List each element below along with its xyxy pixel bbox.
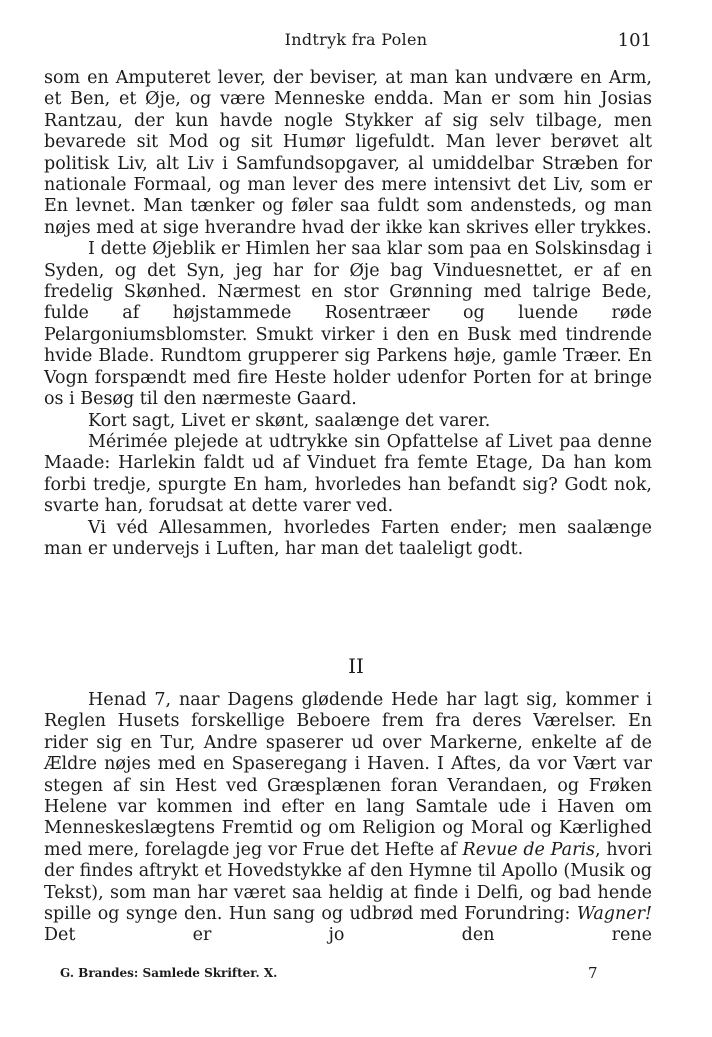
paragraph-evening bbox=[44, 690, 652, 947]
paragraph-merimee: Mérimée plejede at udtrykke sin Opfattelse af Livet paa denne Maade: Harlekin faldt ud af Vinduet fra femte Etage, Da han kom forbi tredje, spurgte En ham, hvorledes han befandt sig? Godt nok, svarte han, forudsat at dette varer ved. bbox=[44, 431, 652, 517]
paragraph-evening-middle: , hvori der findes aftrykt et Hovedstykke af den Hymne til Apollo (Musik og Tekst), som man har været saa heldig at finde i Delfi, og bad hende spille og synge den. Hun sang og udbrød med Forundring: bbox=[44, 839, 652, 925]
paragraph-evening-start: Henad 7, naar Dagens glødende Hede har lagt sig, kommer i Reglen Husets forskellige Beboere frem fra deres Værelser. En rider sig en Tur, Andre spaserer ud over Markerne, enkelte af de Ældre nøjes med en Spaseregang i Haven. I Aftes, da vor Vært var stegen af sin Hest ved Græsplænen foran Verandaen, og Frøken Helene var kommen ind efter en lang Samtale ude i Haven om Menneskeslægtens Fremtid og om Religion og Moral og Kærlighed med mere, forelagde jeg vor Frue det Hefte af bbox=[44, 690, 652, 860]
exclamation-wagner: Wagner! bbox=[576, 904, 652, 925]
paragraph-life-short: Kort sagt, Livet er skønt, saalænge det varer. bbox=[88, 410, 491, 431]
running-title: Indtryk fra Polen bbox=[284, 30, 428, 49]
section-heading: II bbox=[348, 654, 364, 678]
paragraph-continued: som en Amputeret lever, der beviser, at man kan undvære en Arm, et Ben, et Øje, og være Menneske endda. Man er som hin Josias Rantzau, der kun havde nogle Stykker af sig selv tilbage, men bevarede sit Mod og sit Humør ligefuldt. Man lever berøvet alt politisk Liv, alt Liv i Samfundsopgaver, al umiddelbar Stræben for nationale Formaal, og man lever des mere intensivt det Liv, som er En levnet. Man tænker og føler saa fuldt som andensteds, og man nøjes med at sige hverandre hvad der ikke kan skrives eller trykkes. bbox=[44, 68, 652, 238]
section-1-text bbox=[44, 68, 652, 560]
section-2-text bbox=[44, 690, 652, 947]
journal-title: Revue de Paris bbox=[462, 839, 596, 860]
page-number: 101 bbox=[617, 30, 652, 51]
footer-sheet-number: 7 bbox=[588, 964, 598, 982]
footer-signature: G. Brandes: Samlede Skrifter. X. bbox=[60, 966, 278, 980]
paragraph-landscape: I dette Øjeblik er Himlen her saa klar som paa en Solskinsdag i Syden, og det Syn, jeg har for Øje bag Vinduesnettet, er af en fredelig Skønhed. Nærmest en stor Grønning med talrige Bede, fulde af højstammede Rosentræer og luende røde Pelargoniumsblomster. Smukt virker i den en Busk med tindrende hvide Blade. Rundtom grupperer sig Parkens høje, gamle Træer. En Vogn forspændt med fire Heste holder udenfor Porten for at bringe os i Besøg til den nærmeste Gaard. bbox=[44, 239, 652, 410]
paragraph-all-of-us: Vi véd Allesammen, hvorledes Farten ender; men saalænge man er undervejs i Luften, har man det taaleligt godt. bbox=[44, 517, 652, 559]
paragraph-evening-end: Det er jo den rene bbox=[44, 925, 652, 946]
